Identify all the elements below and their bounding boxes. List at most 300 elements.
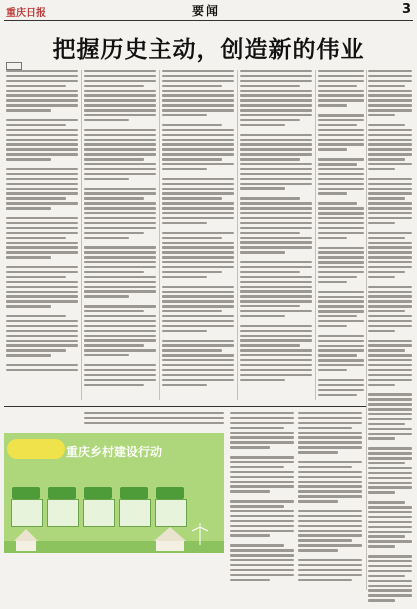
text-line (298, 579, 352, 581)
text-line (162, 310, 222, 312)
text-line (6, 80, 78, 82)
text-line (84, 217, 156, 219)
infographic-category (12, 487, 40, 499)
text-line (84, 290, 156, 292)
text-line (240, 364, 312, 366)
text-line (6, 183, 78, 185)
text-line (318, 178, 364, 180)
text-line (368, 197, 405, 199)
text-line (368, 418, 412, 420)
text-line (162, 212, 234, 214)
text-line (162, 75, 234, 77)
text-line (368, 94, 412, 96)
text-line (162, 354, 234, 356)
text-line (298, 436, 362, 438)
text-line (84, 70, 156, 72)
text-line (162, 129, 234, 131)
text-line (318, 247, 364, 249)
text-line (240, 325, 312, 327)
column-divider (366, 70, 367, 590)
text-line (368, 256, 412, 258)
text-line (368, 237, 405, 239)
text-line (298, 481, 362, 483)
text-line (162, 261, 234, 263)
text-line (84, 286, 156, 288)
text-line (368, 516, 412, 518)
header-rule (4, 20, 413, 21)
text-line (240, 173, 312, 175)
text-line (240, 300, 312, 302)
text-line (368, 143, 412, 145)
text-line (230, 412, 294, 414)
text-line (298, 446, 362, 448)
text-line (162, 237, 222, 239)
text-line (162, 134, 234, 136)
text-line (84, 412, 224, 414)
text-line (368, 560, 412, 562)
text-line (84, 422, 224, 424)
text-line (318, 124, 357, 126)
text-line (84, 75, 156, 77)
byline-box (6, 62, 22, 70)
text-line (162, 349, 222, 351)
infographic-tag (7, 439, 65, 459)
text-line (6, 237, 66, 239)
text-line (368, 148, 412, 150)
text-line (318, 271, 364, 273)
text-line (230, 432, 294, 434)
text-line (318, 173, 364, 175)
text-line (318, 207, 364, 209)
text-line (84, 192, 156, 194)
column-divider (81, 70, 82, 400)
text-line (240, 187, 285, 189)
text-line (298, 530, 362, 532)
text-line (240, 227, 312, 229)
text-line (240, 241, 312, 243)
text-line (240, 271, 300, 273)
text-line (6, 227, 78, 229)
text-line (84, 139, 156, 141)
text-line (298, 476, 362, 478)
text-line (230, 441, 294, 443)
text-line (240, 266, 312, 268)
text-line (230, 456, 294, 458)
text-line (6, 104, 78, 106)
text-line (84, 163, 156, 165)
text-line (368, 526, 412, 528)
text-line (84, 212, 156, 214)
text-line (368, 183, 412, 185)
text-line (162, 148, 234, 150)
text-line (318, 90, 364, 92)
text-line (298, 525, 362, 527)
text-line (162, 379, 234, 381)
text-line (84, 148, 156, 150)
text-line (318, 94, 364, 96)
text-line (318, 134, 364, 136)
text-line (318, 119, 364, 121)
text-line (162, 217, 234, 219)
text-line (368, 555, 412, 557)
text-line (230, 564, 294, 566)
text-line (162, 271, 222, 273)
text-line (230, 481, 294, 483)
text-line (240, 222, 312, 224)
text-line (84, 158, 144, 160)
text-line (230, 422, 294, 424)
text-line (318, 305, 364, 307)
text-line (162, 197, 222, 199)
text-line (298, 495, 362, 497)
text-line (298, 466, 352, 468)
text-line (318, 80, 364, 82)
text-line (84, 384, 144, 386)
text-line (84, 364, 156, 366)
text-line (162, 153, 234, 155)
text-line (6, 99, 78, 101)
text-line (368, 580, 412, 582)
text-line (298, 412, 362, 414)
text-line (84, 134, 156, 136)
text-line (368, 286, 412, 288)
text-line (298, 559, 362, 561)
text-line (162, 291, 234, 293)
text-line (162, 158, 222, 160)
text-line (368, 246, 412, 248)
text-line (240, 344, 300, 346)
text-line (298, 490, 362, 492)
text-line (230, 574, 294, 576)
text-line (318, 85, 357, 87)
text-line (162, 330, 207, 332)
text-line (162, 364, 234, 366)
text-line (318, 384, 364, 386)
text-line (240, 70, 312, 72)
text-line (84, 237, 129, 239)
text-line (162, 109, 234, 111)
text-line (368, 99, 412, 101)
text-line (368, 222, 395, 224)
text-line (230, 500, 294, 502)
text-line (298, 564, 362, 566)
text-line (368, 535, 405, 537)
text-line (298, 510, 362, 512)
text-line (6, 94, 78, 96)
text-line (368, 266, 412, 268)
text-line (298, 549, 338, 551)
text-line (368, 384, 395, 386)
text-line (298, 569, 362, 571)
text-line (162, 90, 234, 92)
text-line (240, 183, 312, 185)
text-line (162, 266, 234, 268)
text-line (318, 222, 364, 224)
text-line (84, 153, 156, 155)
text-line (240, 349, 312, 351)
text-line (368, 462, 405, 464)
text-line (162, 124, 222, 126)
text-line (240, 261, 312, 263)
text-line (318, 104, 347, 106)
text-line (318, 232, 364, 234)
text-line (318, 192, 347, 194)
column-divider (315, 70, 316, 400)
section-title: 要闻 (192, 4, 221, 18)
text-line (298, 451, 338, 453)
text-line (240, 251, 285, 253)
text-line (162, 256, 234, 258)
text-line (368, 305, 412, 307)
text-line (368, 467, 412, 469)
text-line (298, 485, 362, 487)
text-line (318, 143, 364, 145)
text-line (6, 271, 78, 273)
text-line (368, 232, 412, 234)
text-line (162, 222, 207, 224)
article-column-5 (318, 70, 364, 398)
text-line (6, 173, 78, 175)
text-line (368, 104, 412, 106)
text-line (368, 330, 395, 332)
text-line (368, 291, 412, 293)
text-line (318, 188, 364, 190)
text-line (84, 281, 156, 283)
text-line (84, 325, 156, 327)
text-line (318, 237, 347, 239)
text-line (6, 192, 78, 194)
text-line (368, 325, 412, 327)
text-line (6, 70, 78, 72)
text-line (84, 119, 129, 121)
text-line (6, 242, 78, 244)
text-line (240, 237, 312, 239)
text-line (162, 300, 234, 302)
text-line (240, 354, 312, 356)
text-line (84, 251, 156, 253)
text-line (84, 310, 144, 312)
text-line (318, 394, 357, 396)
text-line (84, 232, 144, 234)
text-line (368, 433, 412, 435)
text-line (230, 515, 294, 517)
text-line (298, 461, 362, 463)
text-line (368, 570, 412, 572)
text-line (6, 222, 78, 224)
text-line (6, 124, 66, 126)
text-line (240, 109, 312, 111)
text-line (240, 281, 312, 283)
text-line (162, 207, 234, 209)
text-line (162, 168, 207, 170)
text-line (368, 217, 412, 219)
text-line (318, 315, 357, 317)
text-line (240, 158, 300, 160)
text-line (318, 291, 364, 293)
text-line (368, 437, 395, 439)
text-line (318, 325, 347, 327)
village-illustration (4, 521, 224, 553)
text-line (6, 276, 66, 278)
text-line (318, 217, 364, 219)
text-line (162, 188, 234, 190)
text-line (368, 482, 412, 484)
text-line (84, 90, 156, 92)
text-line (84, 188, 156, 190)
text-line (230, 417, 294, 419)
text-line (368, 340, 412, 342)
text-line (230, 544, 284, 546)
infographic-category (156, 487, 184, 499)
text-line (368, 540, 412, 542)
text-line (240, 369, 312, 371)
text-line (318, 158, 364, 160)
text-line (368, 369, 412, 371)
text-line (84, 330, 156, 332)
text-line (368, 242, 412, 244)
text-line (318, 359, 364, 361)
text-line (84, 266, 156, 268)
text-line (162, 315, 234, 317)
text-line (84, 335, 156, 337)
text-line (6, 291, 78, 293)
text-line (240, 217, 312, 219)
text-line (368, 413, 412, 415)
text-line (240, 153, 312, 155)
text-line (84, 173, 156, 175)
text-line (368, 188, 412, 190)
text-line (162, 344, 234, 346)
text-line (6, 217, 78, 219)
text-line (368, 565, 412, 567)
text-line (240, 374, 312, 376)
text-line (318, 75, 364, 77)
text-line (318, 320, 364, 322)
text-line (230, 534, 270, 536)
text-line (298, 539, 352, 541)
text-line (368, 271, 405, 273)
text-line (240, 80, 312, 82)
text-line (240, 99, 312, 101)
text-line (368, 531, 412, 533)
text-line (240, 143, 312, 145)
text-line (84, 168, 156, 170)
text-line (318, 364, 364, 366)
text-line (162, 340, 234, 342)
text-line (368, 589, 412, 591)
text-line (368, 320, 412, 322)
text-line (318, 251, 364, 253)
text-line (84, 295, 129, 297)
text-line (240, 94, 312, 96)
text-line (318, 114, 364, 116)
text-line (240, 212, 312, 214)
text-line (84, 143, 156, 145)
infographic-panel (4, 433, 224, 553)
text-line (368, 545, 395, 547)
text-line (368, 134, 412, 136)
column-divider (237, 70, 238, 400)
text-line (84, 276, 156, 278)
text-line (230, 505, 284, 507)
text-line (298, 417, 362, 419)
text-line (368, 114, 395, 116)
text-line (368, 158, 405, 160)
text-line (240, 305, 300, 307)
text-line (368, 207, 412, 209)
text-line (368, 594, 412, 596)
text-line (240, 163, 312, 165)
text-line (240, 119, 300, 121)
text-line (162, 232, 234, 234)
text-line (368, 212, 412, 214)
text-line (240, 202, 312, 204)
text-line (162, 276, 207, 278)
text-line (6, 266, 78, 268)
text-line (318, 261, 364, 263)
text-line (84, 354, 129, 356)
text-line (318, 227, 364, 229)
text-line (230, 436, 294, 438)
text-line (240, 114, 312, 116)
text-line (318, 266, 364, 268)
text-line (6, 330, 78, 332)
newspaper-logo: 重庆日报 (6, 8, 46, 19)
text-line (368, 276, 395, 278)
text-line (230, 461, 294, 463)
text-line (368, 501, 405, 503)
text-line (6, 295, 78, 297)
text-line (84, 417, 224, 419)
text-line (84, 99, 156, 101)
text-line (298, 574, 362, 576)
text-line (368, 300, 412, 302)
article-column-4 (240, 70, 312, 388)
text-line (368, 349, 405, 351)
text-line (318, 202, 357, 204)
text-line (6, 90, 78, 92)
text-line (6, 202, 78, 204)
text-line (318, 335, 364, 337)
text-line (162, 80, 234, 82)
text-line (298, 432, 362, 434)
text-line (6, 178, 78, 180)
text-line (368, 90, 412, 92)
text-line (368, 521, 412, 523)
text-line (230, 476, 294, 478)
infographic-category (84, 487, 112, 499)
section-rule (4, 406, 366, 407)
text-line (368, 398, 412, 400)
text-line (84, 339, 156, 341)
text-line (240, 139, 312, 141)
text-line (162, 99, 234, 101)
text-line (318, 340, 364, 342)
text-line (368, 585, 412, 587)
text-line (368, 393, 412, 395)
text-line (240, 315, 285, 317)
text-line (368, 344, 412, 346)
text-line (230, 520, 294, 522)
text-line (162, 369, 234, 371)
text-line (84, 85, 144, 87)
text-line (162, 295, 234, 297)
text-line (240, 246, 312, 248)
text-line (368, 506, 412, 508)
text-line (84, 261, 156, 263)
page-number: 3 (401, 2, 411, 17)
text-line (162, 139, 234, 141)
